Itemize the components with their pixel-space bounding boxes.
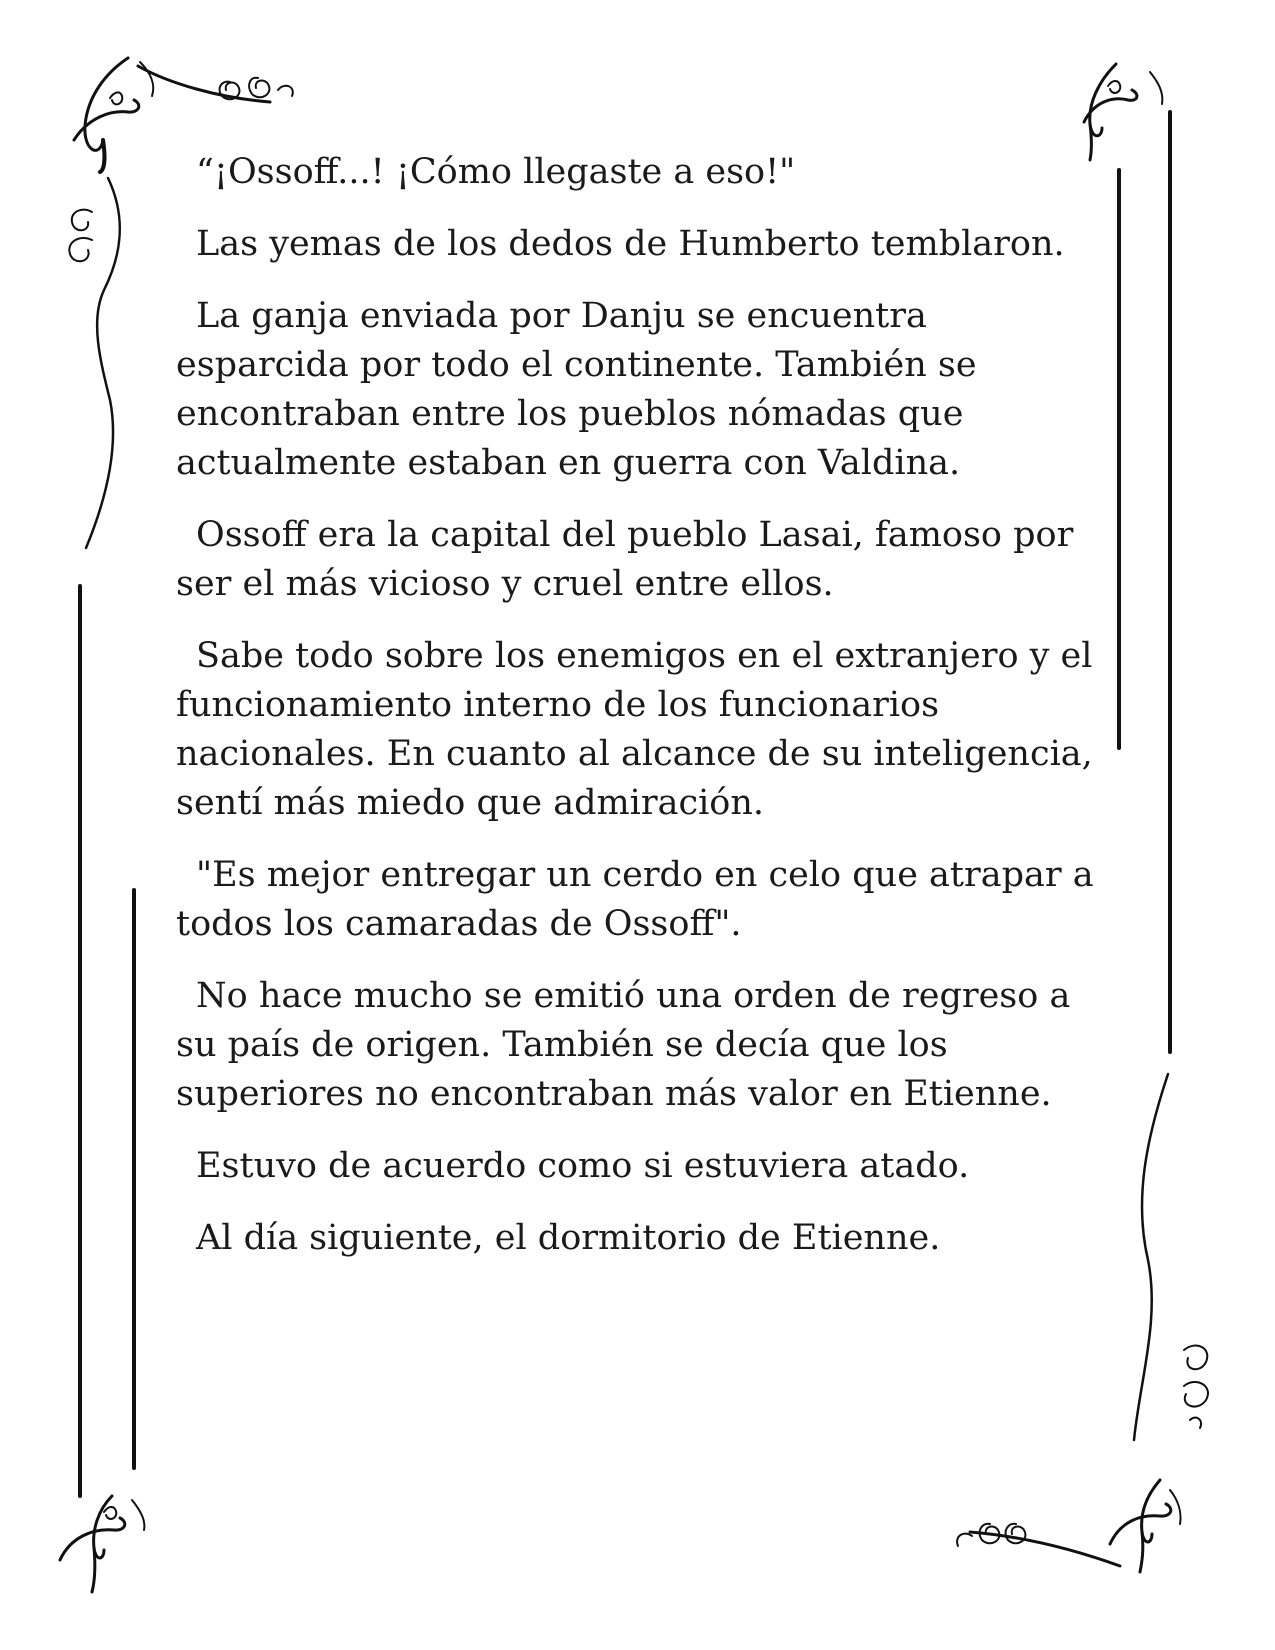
paragraph-3: La ganja enviada por Danju se encuentra esparcida por todo el continente. También se encontraban entre los pueblos nómadas que actualmente estaban en guerra con Valdina. — [176, 296, 977, 483]
paragraph-7: No hace mucho se emitió una orden de regreso a su país de origen. También se decía que los superiores no encontraban más valor en Etienne. — [176, 976, 1071, 1114]
paragraph-1: “¡Ossoff...! ¡Cómo llegaste a eso!" — [196, 152, 796, 192]
flourish-top-right — [1084, 64, 1162, 160]
flourish-bottom-left — [60, 1496, 144, 1592]
text-body — [176, 148, 1096, 1286]
paragraph-4: Ossoff era la capital del pueblo Lasai, famoso por ser el más vicioso y cruel entre ellos. — [176, 515, 1074, 604]
paragraph-2: Las yemas de los dedos de Humberto temblaron. — [196, 224, 1065, 264]
paragraph-9: Al día siguiente, el dormitorio de Etienne. — [196, 1218, 941, 1258]
paragraph-6: "Es mejor entregar un cerdo en celo que atrapar a todos los camaradas de Ossoff". — [176, 855, 1094, 944]
paragraph-8: Estuvo de acuerdo como si estuviera atado. — [196, 1146, 970, 1186]
paragraph-5: Sabe todo sobre los enemigos en el extranjero y el funcionamiento interno de los funcionarios nacionales. En cuanto al alcance de su inteligencia, sentí más miedo que admiración. — [176, 636, 1093, 823]
